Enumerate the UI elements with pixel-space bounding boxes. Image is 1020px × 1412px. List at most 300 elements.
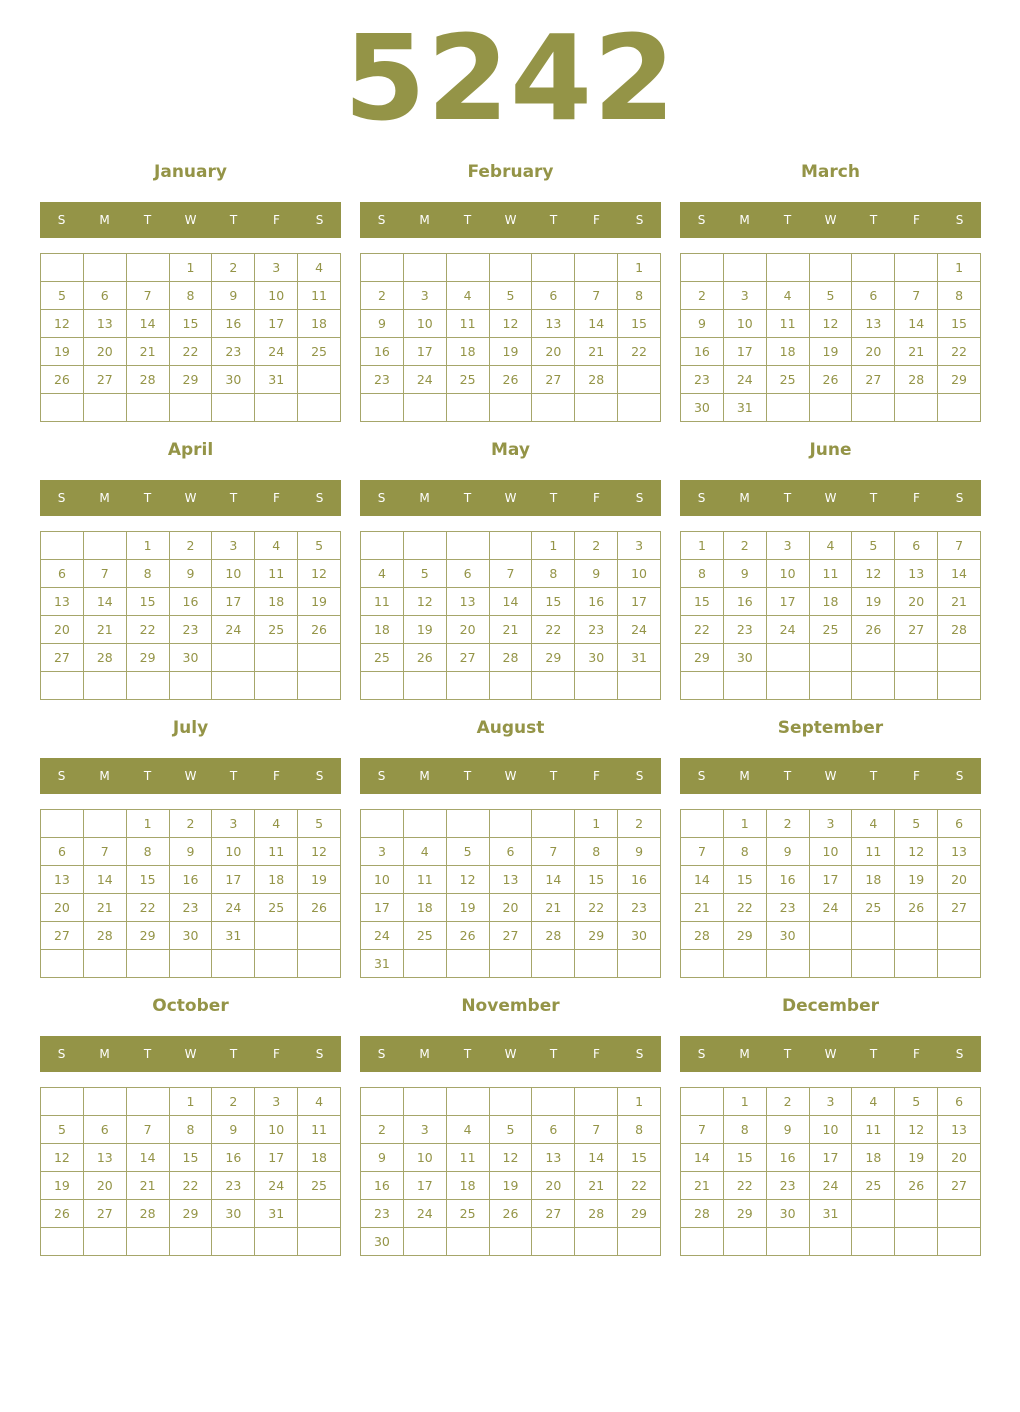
empty-cell — [404, 394, 447, 422]
weekday-label: S — [57, 1047, 66, 1061]
day-cell: 3 — [767, 532, 810, 560]
month-title: August — [476, 718, 545, 738]
weekday-label: W — [824, 491, 837, 505]
empty-cell — [84, 810, 127, 838]
day-cell: 14 — [532, 866, 575, 894]
empty-cell — [84, 1228, 127, 1256]
empty-cell — [84, 672, 127, 700]
day-cell: 15 — [618, 1144, 661, 1172]
day-cell: 27 — [938, 894, 981, 922]
day-cell: 29 — [170, 366, 213, 394]
day-cell: 4 — [255, 532, 298, 560]
empty-cell — [575, 1088, 618, 1116]
day-cell: 11 — [852, 1116, 895, 1144]
day-cell: 4 — [767, 282, 810, 310]
day-cell: 21 — [575, 1172, 618, 1200]
day-cell: 1 — [127, 810, 170, 838]
day-cell: 25 — [404, 922, 447, 950]
empty-cell — [724, 672, 767, 700]
weekday-label: T — [463, 769, 472, 783]
empty-cell — [618, 672, 661, 700]
day-cell: 30 — [575, 644, 618, 672]
empty-cell — [255, 922, 298, 950]
empty-cell — [895, 1200, 938, 1228]
day-cell: 3 — [404, 282, 447, 310]
day-cell: 9 — [575, 560, 618, 588]
weekday-label: S — [955, 769, 964, 783]
day-cell: 19 — [298, 866, 341, 894]
empty-cell — [447, 810, 490, 838]
day-cell: 25 — [447, 1200, 490, 1228]
empty-cell — [895, 672, 938, 700]
day-cell: 30 — [767, 1200, 810, 1228]
weekday-label: M — [419, 1047, 430, 1061]
day-cell: 15 — [532, 588, 575, 616]
day-cell: 5 — [810, 282, 853, 310]
day-cell: 12 — [895, 1116, 938, 1144]
day-cell: 12 — [298, 838, 341, 866]
day-cell: 16 — [170, 866, 213, 894]
day-cell: 26 — [41, 366, 84, 394]
day-cell: 18 — [852, 866, 895, 894]
day-cell: 13 — [447, 588, 490, 616]
weekday-label: T — [783, 769, 792, 783]
day-cell: 26 — [895, 1172, 938, 1200]
day-cell: 19 — [41, 1172, 84, 1200]
empty-cell — [681, 950, 724, 978]
empty-cell — [532, 950, 575, 978]
weekday-label: T — [143, 769, 152, 783]
day-cell: 8 — [532, 560, 575, 588]
empty-cell — [852, 394, 895, 422]
empty-cell — [895, 394, 938, 422]
day-cell: 25 — [298, 338, 341, 366]
day-cell: 5 — [490, 282, 533, 310]
day-grid — [40, 809, 341, 978]
empty-cell — [127, 1088, 170, 1116]
weekday-header — [40, 202, 341, 238]
day-cell: 12 — [490, 310, 533, 338]
day-cell: 16 — [212, 310, 255, 338]
empty-cell — [255, 644, 298, 672]
day-cell: 5 — [298, 810, 341, 838]
weekday-header — [360, 202, 661, 238]
day-cell: 27 — [532, 1200, 575, 1228]
empty-cell — [490, 950, 533, 978]
day-cell: 28 — [490, 644, 533, 672]
empty-cell — [404, 532, 447, 560]
day-cell: 21 — [84, 894, 127, 922]
day-cell: 22 — [681, 616, 724, 644]
day-cell: 6 — [895, 532, 938, 560]
empty-cell — [41, 254, 84, 282]
day-cell: 23 — [212, 338, 255, 366]
day-cell: 20 — [532, 1172, 575, 1200]
empty-cell — [532, 1228, 575, 1256]
day-cell: 31 — [810, 1200, 853, 1228]
empty-cell — [895, 922, 938, 950]
empty-cell — [361, 1088, 404, 1116]
empty-cell — [895, 950, 938, 978]
day-cell: 5 — [895, 810, 938, 838]
day-cell: 3 — [618, 532, 661, 560]
day-cell: 19 — [895, 866, 938, 894]
day-cell: 5 — [852, 532, 895, 560]
day-cell: 14 — [84, 588, 127, 616]
day-cell: 25 — [298, 1172, 341, 1200]
day-cell: 7 — [575, 282, 618, 310]
weekday-label: S — [635, 769, 644, 783]
empty-cell — [938, 394, 981, 422]
empty-cell — [170, 672, 213, 700]
day-cell: 9 — [212, 282, 255, 310]
day-grid — [680, 809, 981, 978]
day-cell: 21 — [681, 1172, 724, 1200]
weekday-label: S — [955, 1047, 964, 1061]
empty-cell — [490, 1228, 533, 1256]
day-cell: 10 — [361, 866, 404, 894]
day-cell: 7 — [895, 282, 938, 310]
day-cell: 12 — [852, 560, 895, 588]
day-cell: 9 — [767, 1116, 810, 1144]
day-cell: 20 — [41, 616, 84, 644]
day-cell: 25 — [255, 894, 298, 922]
day-cell: 23 — [170, 616, 213, 644]
day-cell: 28 — [84, 922, 127, 950]
month-title: September — [777, 718, 884, 738]
day-cell: 29 — [938, 366, 981, 394]
empty-cell — [447, 394, 490, 422]
weekday-label: M — [419, 769, 430, 783]
day-cell: 18 — [255, 866, 298, 894]
empty-cell — [447, 950, 490, 978]
empty-cell — [724, 1228, 767, 1256]
day-cell: 10 — [212, 560, 255, 588]
day-cell: 14 — [938, 560, 981, 588]
day-cell: 17 — [255, 310, 298, 338]
day-cell: 17 — [810, 866, 853, 894]
day-cell: 13 — [490, 866, 533, 894]
day-cell: 14 — [575, 310, 618, 338]
weekday-label: W — [824, 769, 837, 783]
day-cell: 4 — [447, 1116, 490, 1144]
empty-cell — [532, 394, 575, 422]
year-title: 5242 — [343, 9, 677, 147]
day-cell: 19 — [404, 616, 447, 644]
day-cell: 13 — [532, 310, 575, 338]
empty-cell — [41, 532, 84, 560]
day-cell: 2 — [212, 254, 255, 282]
day-cell: 27 — [532, 366, 575, 394]
day-cell: 26 — [852, 616, 895, 644]
day-grid — [680, 531, 981, 700]
weekday-label: F — [593, 213, 600, 227]
day-cell: 10 — [404, 310, 447, 338]
empty-cell — [361, 672, 404, 700]
empty-cell — [447, 1088, 490, 1116]
weekday-label: T — [869, 1047, 878, 1061]
empty-cell — [938, 672, 981, 700]
day-cell: 16 — [212, 1144, 255, 1172]
day-cell: 14 — [490, 588, 533, 616]
day-cell: 26 — [404, 644, 447, 672]
day-cell: 4 — [404, 838, 447, 866]
empty-cell — [490, 672, 533, 700]
weekday-label: M — [419, 491, 430, 505]
weekday-label: F — [913, 213, 920, 227]
empty-cell — [810, 644, 853, 672]
day-cell: 22 — [618, 338, 661, 366]
empty-cell — [447, 1228, 490, 1256]
day-cell: 27 — [41, 922, 84, 950]
weekday-label: S — [377, 769, 386, 783]
day-grid — [360, 809, 661, 978]
day-cell: 21 — [127, 1172, 170, 1200]
weekday-label: T — [463, 491, 472, 505]
empty-cell — [810, 1228, 853, 1256]
weekday-label: T — [229, 213, 238, 227]
empty-cell — [810, 394, 853, 422]
day-cell: 19 — [810, 338, 853, 366]
day-cell: 27 — [84, 366, 127, 394]
day-cell: 27 — [447, 644, 490, 672]
day-cell: 10 — [767, 560, 810, 588]
day-cell: 24 — [212, 616, 255, 644]
day-cell: 17 — [767, 588, 810, 616]
day-cell: 10 — [255, 1116, 298, 1144]
day-grid — [360, 253, 661, 422]
empty-cell — [404, 950, 447, 978]
day-cell: 22 — [127, 894, 170, 922]
empty-cell — [447, 672, 490, 700]
weekday-header — [680, 480, 981, 516]
weekday-label: F — [273, 213, 280, 227]
day-cell: 3 — [255, 1088, 298, 1116]
day-cell: 6 — [41, 560, 84, 588]
day-cell: 15 — [575, 866, 618, 894]
day-cell: 23 — [170, 894, 213, 922]
day-cell: 6 — [938, 1088, 981, 1116]
empty-cell — [298, 922, 341, 950]
day-cell: 8 — [618, 282, 661, 310]
day-cell: 8 — [170, 1116, 213, 1144]
day-grid — [40, 1087, 341, 1256]
day-cell: 1 — [170, 1088, 213, 1116]
day-cell: 8 — [127, 560, 170, 588]
day-cell: 7 — [127, 1116, 170, 1144]
weekday-label: F — [913, 769, 920, 783]
day-cell: 31 — [724, 394, 767, 422]
day-cell: 18 — [255, 588, 298, 616]
day-cell: 1 — [938, 254, 981, 282]
day-cell: 31 — [212, 922, 255, 950]
day-cell: 20 — [532, 338, 575, 366]
day-cell: 24 — [404, 1200, 447, 1228]
day-cell: 12 — [404, 588, 447, 616]
empty-cell — [767, 394, 810, 422]
weekday-label: F — [593, 1047, 600, 1061]
day-cell: 26 — [895, 894, 938, 922]
empty-cell — [490, 254, 533, 282]
day-cell: 25 — [852, 894, 895, 922]
empty-cell — [532, 254, 575, 282]
day-cell: 30 — [767, 922, 810, 950]
day-cell: 22 — [170, 1172, 213, 1200]
empty-cell — [255, 950, 298, 978]
month-title: January — [154, 162, 227, 182]
day-cell: 10 — [810, 1116, 853, 1144]
day-cell: 2 — [724, 532, 767, 560]
day-cell: 4 — [298, 254, 341, 282]
empty-cell — [767, 644, 810, 672]
day-cell: 11 — [361, 588, 404, 616]
day-cell: 1 — [724, 810, 767, 838]
day-cell: 27 — [490, 922, 533, 950]
day-grid — [40, 531, 341, 700]
day-cell: 5 — [490, 1116, 533, 1144]
empty-cell — [298, 950, 341, 978]
day-cell: 23 — [681, 366, 724, 394]
weekday-label: W — [184, 491, 197, 505]
empty-cell — [938, 922, 981, 950]
day-cell: 28 — [938, 616, 981, 644]
day-cell: 20 — [895, 588, 938, 616]
day-cell: 6 — [447, 560, 490, 588]
empty-cell — [681, 1088, 724, 1116]
weekday-label: S — [697, 213, 706, 227]
day-cell: 10 — [618, 560, 661, 588]
day-cell: 22 — [724, 894, 767, 922]
empty-cell — [895, 1228, 938, 1256]
empty-cell — [575, 950, 618, 978]
day-cell: 18 — [298, 310, 341, 338]
empty-cell — [404, 672, 447, 700]
day-cell: 19 — [447, 894, 490, 922]
empty-cell — [212, 644, 255, 672]
month-title: March — [801, 162, 860, 182]
weekday-label: M — [99, 213, 110, 227]
day-cell: 16 — [170, 588, 213, 616]
weekday-label: F — [593, 769, 600, 783]
weekday-label: T — [143, 491, 152, 505]
day-cell: 11 — [298, 282, 341, 310]
day-cell: 12 — [41, 1144, 84, 1172]
day-cell: 30 — [170, 922, 213, 950]
empty-cell — [490, 1088, 533, 1116]
day-cell: 27 — [938, 1172, 981, 1200]
day-cell: 20 — [938, 1144, 981, 1172]
day-cell: 17 — [404, 338, 447, 366]
day-cell: 13 — [41, 588, 84, 616]
empty-cell — [212, 950, 255, 978]
day-cell: 8 — [724, 1116, 767, 1144]
month-title: July — [172, 718, 209, 738]
weekday-label: T — [869, 769, 878, 783]
day-cell: 15 — [170, 310, 213, 338]
day-cell: 22 — [724, 1172, 767, 1200]
day-cell: 9 — [724, 560, 767, 588]
empty-cell — [852, 1200, 895, 1228]
day-cell: 26 — [810, 366, 853, 394]
empty-cell — [490, 394, 533, 422]
day-cell: 6 — [490, 838, 533, 866]
empty-cell — [938, 1228, 981, 1256]
day-grid — [360, 1087, 661, 1256]
empty-cell — [84, 394, 127, 422]
day-cell: 3 — [212, 810, 255, 838]
weekday-header — [360, 1036, 661, 1072]
day-cell: 7 — [681, 1116, 724, 1144]
day-cell: 21 — [84, 616, 127, 644]
day-cell: 24 — [361, 922, 404, 950]
day-cell: 24 — [212, 894, 255, 922]
day-cell: 15 — [127, 588, 170, 616]
weekday-label: W — [824, 1047, 837, 1061]
day-cell: 15 — [170, 1144, 213, 1172]
day-cell: 7 — [532, 838, 575, 866]
empty-cell — [170, 950, 213, 978]
day-cell: 20 — [84, 1172, 127, 1200]
day-cell: 6 — [84, 1116, 127, 1144]
day-cell: 30 — [170, 644, 213, 672]
weekday-label: S — [377, 213, 386, 227]
day-cell: 29 — [724, 1200, 767, 1228]
empty-cell — [404, 254, 447, 282]
empty-cell — [852, 254, 895, 282]
day-cell: 23 — [361, 366, 404, 394]
empty-cell — [852, 950, 895, 978]
weekday-label: M — [739, 491, 750, 505]
weekday-label: S — [315, 769, 324, 783]
empty-cell — [618, 1228, 661, 1256]
weekday-label: T — [549, 213, 558, 227]
weekday-label: T — [783, 491, 792, 505]
day-cell: 29 — [618, 1200, 661, 1228]
empty-cell — [490, 810, 533, 838]
empty-cell — [532, 810, 575, 838]
empty-cell — [298, 644, 341, 672]
weekday-label: T — [463, 213, 472, 227]
empty-cell — [532, 672, 575, 700]
day-cell: 17 — [618, 588, 661, 616]
empty-cell — [127, 394, 170, 422]
day-cell: 30 — [681, 394, 724, 422]
weekday-header — [40, 480, 341, 516]
day-cell: 29 — [724, 922, 767, 950]
weekday-label: S — [377, 491, 386, 505]
day-cell: 25 — [810, 616, 853, 644]
weekday-label: M — [739, 213, 750, 227]
weekday-label: F — [273, 769, 280, 783]
empty-cell — [212, 394, 255, 422]
weekday-label: W — [184, 769, 197, 783]
day-cell: 31 — [361, 950, 404, 978]
empty-cell — [532, 1088, 575, 1116]
day-cell: 23 — [724, 616, 767, 644]
day-cell: 8 — [938, 282, 981, 310]
day-cell: 14 — [575, 1144, 618, 1172]
day-cell: 9 — [170, 560, 213, 588]
day-cell: 22 — [170, 338, 213, 366]
day-cell: 20 — [447, 616, 490, 644]
weekday-header — [680, 758, 981, 794]
empty-cell — [84, 254, 127, 282]
day-cell: 26 — [298, 616, 341, 644]
empty-cell — [447, 254, 490, 282]
day-cell: 7 — [127, 282, 170, 310]
day-cell: 27 — [41, 644, 84, 672]
weekday-label: F — [593, 491, 600, 505]
